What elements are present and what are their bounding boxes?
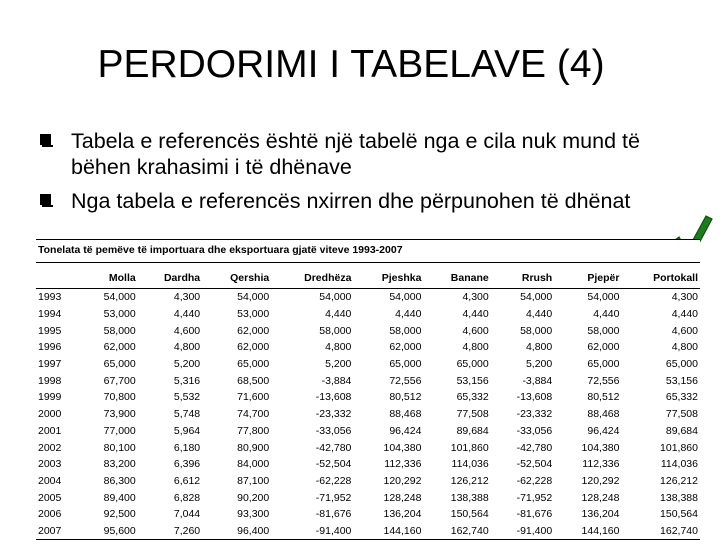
table-cell: -33,056 <box>315 424 352 437</box>
table-cell: 65,000 <box>103 358 136 371</box>
table-cell: 7,044 <box>173 508 201 521</box>
table-cell: 6,828 <box>173 491 201 504</box>
table-cell: 77,800 <box>237 424 270 437</box>
table-cell: 70,800 <box>103 391 136 404</box>
table-cell: 62,000 <box>587 341 620 354</box>
table-cell: 92,500 <box>103 508 136 521</box>
table-row <box>36 289 700 306</box>
table-cell: -91,400 <box>491 523 555 540</box>
table-cell: 104,380 <box>383 441 422 454</box>
table-cell: 58,000 <box>103 324 136 337</box>
table-cell: 54,000 <box>389 291 422 304</box>
table-cell: 4,440 <box>325 308 352 321</box>
table-cell: 150,564 <box>450 508 489 521</box>
table-cell: 4,300 <box>173 291 201 304</box>
table-cell: 4,440 <box>593 308 620 321</box>
column-header: Dardha <box>138 263 202 289</box>
year-cell: 1993 <box>38 291 62 304</box>
year-cell: 1996 <box>38 341 62 354</box>
table-cell: -71,952 <box>516 491 553 504</box>
year-cell: 2006 <box>38 508 62 521</box>
table-cell: 114,036 <box>451 458 489 471</box>
table-cell: 126,212 <box>660 474 698 487</box>
table-cell: 58,000 <box>319 324 352 337</box>
table-cell: 54,000 <box>103 291 136 304</box>
column-header: Qershia <box>202 263 271 289</box>
table-cell: 4,600 <box>462 324 489 337</box>
table-cell: 4,600 <box>671 324 698 337</box>
bullet-text: Nga tabela e referencës nxirren dhe përpunohen të dhënat <box>71 189 631 213</box>
table-cell: 162,740 <box>423 523 490 540</box>
table-cell: -23,332 <box>516 408 553 421</box>
table-row <box>36 372 700 389</box>
table-cell: 138,388 <box>660 491 698 504</box>
table-row <box>36 322 700 339</box>
table-cell: 144,160 <box>353 523 423 540</box>
table-cell: 4,800 <box>173 341 201 354</box>
table-cell: -81,676 <box>315 508 352 521</box>
table-cell: 120,292 <box>581 474 620 487</box>
table-cell: 65,000 <box>456 358 489 371</box>
table-cell: 53,000 <box>237 308 270 321</box>
column-header <box>36 263 80 289</box>
table-cell: 4,800 <box>325 341 352 354</box>
table-cell: 68,500 <box>237 374 270 387</box>
table-row <box>36 439 700 456</box>
table-cell: 88,468 <box>587 408 620 421</box>
column-header: Pjepër <box>554 263 621 289</box>
table-cell: 80,100 <box>103 441 136 454</box>
table-cell: -52,504 <box>516 458 553 471</box>
table-cell: 5,964 <box>173 424 201 437</box>
table-cell: 95,600 <box>80 523 138 540</box>
table-cell: -91,400 <box>271 523 353 540</box>
table-cell: 5,748 <box>173 408 201 421</box>
table-cell: 89,684 <box>665 424 698 437</box>
year-cell: 1994 <box>38 308 62 321</box>
table-cell: -52,504 <box>315 458 352 471</box>
table-row <box>36 356 700 373</box>
table-cell: 136,204 <box>581 508 620 521</box>
table-cell: 93,300 <box>237 508 270 521</box>
table-cell: 77,508 <box>456 408 489 421</box>
table-cell: 5,200 <box>525 358 553 371</box>
table-cell: -13,608 <box>315 391 352 404</box>
table-cell: 65,000 <box>587 358 620 371</box>
table-cell: 77,000 <box>103 424 136 437</box>
table-cell: 4,440 <box>173 308 201 321</box>
table-cell: 53,156 <box>456 374 489 387</box>
square-bullet-icon <box>40 134 53 147</box>
table-cell: -42,780 <box>315 441 352 454</box>
table-cell: 4,440 <box>462 308 489 321</box>
table-cell: 4,800 <box>525 341 553 354</box>
table-cell: 4,440 <box>395 308 422 321</box>
table-cell: -3,884 <box>321 374 352 387</box>
table-cell: 65,332 <box>456 391 489 404</box>
table-cell: -62,228 <box>516 474 553 487</box>
table-cell: 87,100 <box>237 474 270 487</box>
table-cell: 65,332 <box>665 391 698 404</box>
square-bullet-icon <box>40 194 53 207</box>
table-cell: 101,860 <box>660 441 698 454</box>
table-row <box>36 489 700 506</box>
bullet-item <box>38 128 698 180</box>
data-table <box>36 263 700 540</box>
table-cell: 67,700 <box>103 374 136 387</box>
table-cell: -33,056 <box>516 424 553 437</box>
column-header: Dredhëza <box>271 263 353 289</box>
table-cell: 126,212 <box>450 474 489 487</box>
table-cell: 89,684 <box>456 424 489 437</box>
table-cell: 62,000 <box>237 341 270 354</box>
table-header-row <box>36 263 700 289</box>
table-cell: 65,000 <box>237 358 270 371</box>
table-cell: 4,440 <box>525 308 553 321</box>
table-row <box>36 506 700 523</box>
table-cell: 4,800 <box>462 341 489 354</box>
column-header: Molla <box>80 263 138 289</box>
table-cell: 54,000 <box>237 291 270 304</box>
table-cell: 65,000 <box>389 358 422 371</box>
table-cell: 72,556 <box>587 374 620 387</box>
table-cell: 58,000 <box>587 324 620 337</box>
year-cell: 2004 <box>38 474 62 487</box>
table-row <box>36 339 700 356</box>
column-header: Rrush <box>491 263 555 289</box>
table-cell: 96,424 <box>389 424 422 437</box>
table-cell: 77,508 <box>665 408 698 421</box>
table-cell: 58,000 <box>389 324 422 337</box>
table-cell: 5,200 <box>173 358 201 371</box>
year-cell: 2007 <box>36 523 80 540</box>
table-cell: 53,156 <box>665 374 698 387</box>
table-cell: 80,512 <box>587 391 620 404</box>
bullet-text: Tabela e referencës është një tabelë nga e cila nuk mund të bëhen krahasimi i të dhënave <box>71 129 640 179</box>
table-cell: 128,248 <box>383 491 422 504</box>
table-cell: 144,160 <box>554 523 621 540</box>
table-cell: 7,260 <box>138 523 202 540</box>
table-row <box>36 456 700 473</box>
table-cell: 4,440 <box>671 308 698 321</box>
table-row <box>36 523 700 540</box>
table-cell: 4,800 <box>671 341 698 354</box>
table-cell: 112,336 <box>384 458 422 471</box>
table-cell: 88,468 <box>389 408 422 421</box>
year-cell: 2001 <box>38 424 62 437</box>
table-cell: 4,600 <box>173 324 201 337</box>
year-cell: 2000 <box>38 408 62 421</box>
table-cell: 6,180 <box>173 441 201 454</box>
table-cell: 54,000 <box>587 291 620 304</box>
table-cell: -62,228 <box>315 474 352 487</box>
table-cell: 5,532 <box>173 391 201 404</box>
year-cell: 1999 <box>38 391 62 404</box>
table-cell: -71,952 <box>315 491 352 504</box>
table-cell: 54,000 <box>520 291 553 304</box>
table-cell: 89,400 <box>103 491 136 504</box>
table-cell: 80,900 <box>237 441 270 454</box>
table-cell: 53,000 <box>103 308 136 321</box>
table-cell: 62,000 <box>103 341 136 354</box>
table-cell: 162,740 <box>621 523 700 540</box>
table-row <box>36 306 700 323</box>
column-header: Banane <box>423 263 490 289</box>
table-cell: -3,884 <box>522 374 553 387</box>
table-cell: 54,000 <box>319 291 352 304</box>
year-cell: 2002 <box>38 441 62 454</box>
table-cell: -23,332 <box>315 408 352 421</box>
table-cell: 112,336 <box>582 458 620 471</box>
table-cell: 5,200 <box>325 358 352 371</box>
table-cell: 73,900 <box>103 408 136 421</box>
year-cell: 1995 <box>38 324 62 337</box>
table-cell: 136,204 <box>383 508 422 521</box>
table-cell: 72,556 <box>389 374 422 387</box>
column-header: Pjeshka <box>353 263 423 289</box>
table-cell: 5,316 <box>173 374 201 387</box>
table-row <box>36 423 700 440</box>
reference-table <box>36 239 700 540</box>
table-cell: 120,292 <box>383 474 422 487</box>
table-cell: 104,380 <box>581 441 620 454</box>
table-cell: 150,564 <box>660 508 698 521</box>
bullet-item <box>38 188 698 214</box>
year-cell: 1998 <box>38 374 62 387</box>
table-row <box>36 473 700 490</box>
table-cell: 71,600 <box>237 391 270 404</box>
table-cell: 128,248 <box>581 491 620 504</box>
table-cell: 83,200 <box>103 458 136 471</box>
table-cell: 6,612 <box>173 474 201 487</box>
year-cell: 2003 <box>38 458 62 471</box>
table-cell: 4,300 <box>671 291 698 304</box>
table-cell: 6,396 <box>173 458 201 471</box>
table-cell: 96,400 <box>202 523 271 540</box>
table-cell: -81,676 <box>516 508 553 521</box>
table-row <box>36 389 700 406</box>
table-cell: 74,700 <box>237 408 270 421</box>
table-cell: 90,200 <box>237 491 270 504</box>
table-cell: -42,780 <box>516 441 553 454</box>
year-cell: 2005 <box>38 491 62 504</box>
table-cell: 101,860 <box>450 441 489 454</box>
table-cell: 86,300 <box>103 474 136 487</box>
table-cell: 114,036 <box>660 458 698 471</box>
table-cell: 80,512 <box>389 391 422 404</box>
table-cell: 96,424 <box>587 424 620 437</box>
table-cell: -13,608 <box>516 391 553 404</box>
table-row <box>36 406 700 423</box>
bullet-list <box>38 128 698 222</box>
table-cell: 4,300 <box>462 291 489 304</box>
slide-title: PERDORIMI I TABELAVE (4) <box>97 43 605 86</box>
table-cell: 138,388 <box>450 491 489 504</box>
table-cell: 58,000 <box>520 324 553 337</box>
table-body <box>36 289 700 540</box>
table-cell: 62,000 <box>237 324 270 337</box>
table-cell: 62,000 <box>389 341 422 354</box>
column-header: Portokall <box>621 263 700 289</box>
year-cell: 1997 <box>38 358 62 371</box>
table-cell: 84,000 <box>237 458 270 471</box>
table-caption: Tonelata të pemëve të importuara dhe eksportuara gjatë viteve 1993-2007 <box>36 239 700 263</box>
table-cell: 65,000 <box>665 358 698 371</box>
